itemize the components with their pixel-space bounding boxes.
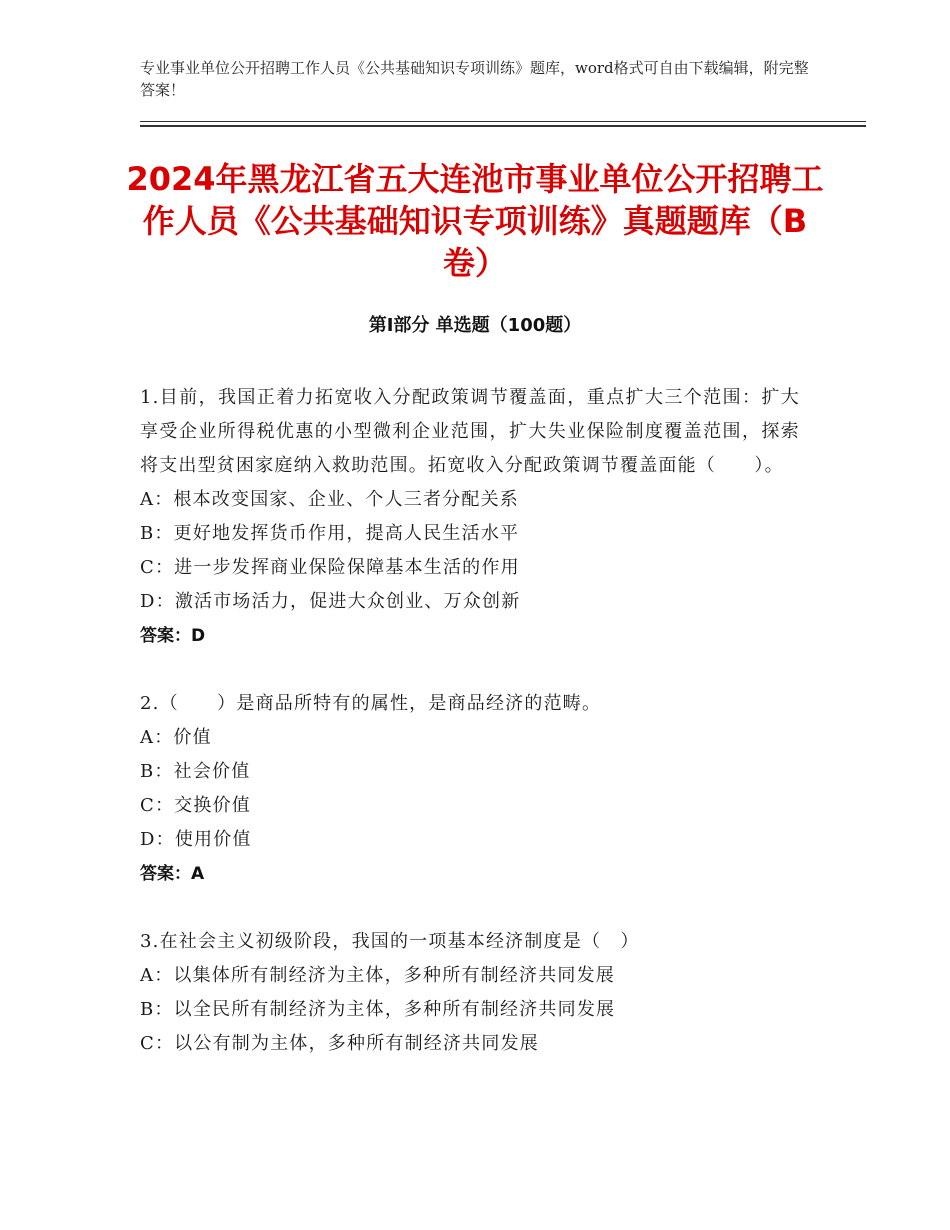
question-1	[140, 381, 800, 653]
header-divider-thick	[140, 125, 866, 127]
option-d: D：激活市场活力，促进大众创业、万众创新	[140, 591, 521, 612]
question-3	[140, 925, 800, 1061]
section-title: 第Ⅰ部分 单选题（100题）	[368, 315, 582, 336]
question-2	[140, 687, 800, 891]
question-stem: 3.在社会主义初级阶段，我国的一项基本经济制度是（ ）	[140, 931, 640, 952]
option-a: A：以集体所有制经济为主体，多种所有制经济共同发展	[140, 965, 615, 986]
option-c: C：交换价值	[140, 795, 251, 816]
question-stem: 2.（ ）是商品所特有的属性，是商品经济的范畴。	[140, 693, 602, 714]
option-b: B：以全民所有制经济为主体，多种所有制经济共同发展	[140, 999, 616, 1020]
option-a: A：根本改变国家、企业、个人三者分配关系	[140, 489, 519, 510]
document-title: 2024年黑龙江省五大连池市事业单位公开招聘工作人员《公共基础知识专项训练》真题题库（B卷）	[126, 160, 824, 282]
option-b: B：更好地发挥货币作用，提高人民生活水平	[140, 523, 520, 544]
option-c: C：进一步发挥商业保险保障基本生活的作用	[140, 557, 520, 578]
question-list	[140, 381, 800, 1095]
header-note: 专业事业单位公开招聘工作人员《公共基础知识专项训练》题库，word格式可自由下载编辑，附完整答案！	[140, 59, 809, 99]
option-c: C：以公有制为主体，多种所有制经济共同发展	[140, 1033, 539, 1054]
option-a: A：价值	[140, 727, 212, 748]
answer-label: 答案：D	[140, 626, 206, 646]
option-d: D：使用价值	[140, 829, 252, 850]
answer-label: 答案：A	[140, 864, 205, 884]
header-divider-thin	[140, 121, 866, 122]
question-stem: 1.目前，我国正着力拓宽收入分配政策调节覆盖面，重点扩大三个范围：扩大享受企业所得税优惠的小型微利企业范围，扩大失业保险制度覆盖范围，探索将支出型贫困家庭纳入救助范围。拓宽收入分配政策调节覆盖面能（ ）。	[140, 387, 800, 476]
option-b: B：社会价值	[140, 761, 251, 782]
